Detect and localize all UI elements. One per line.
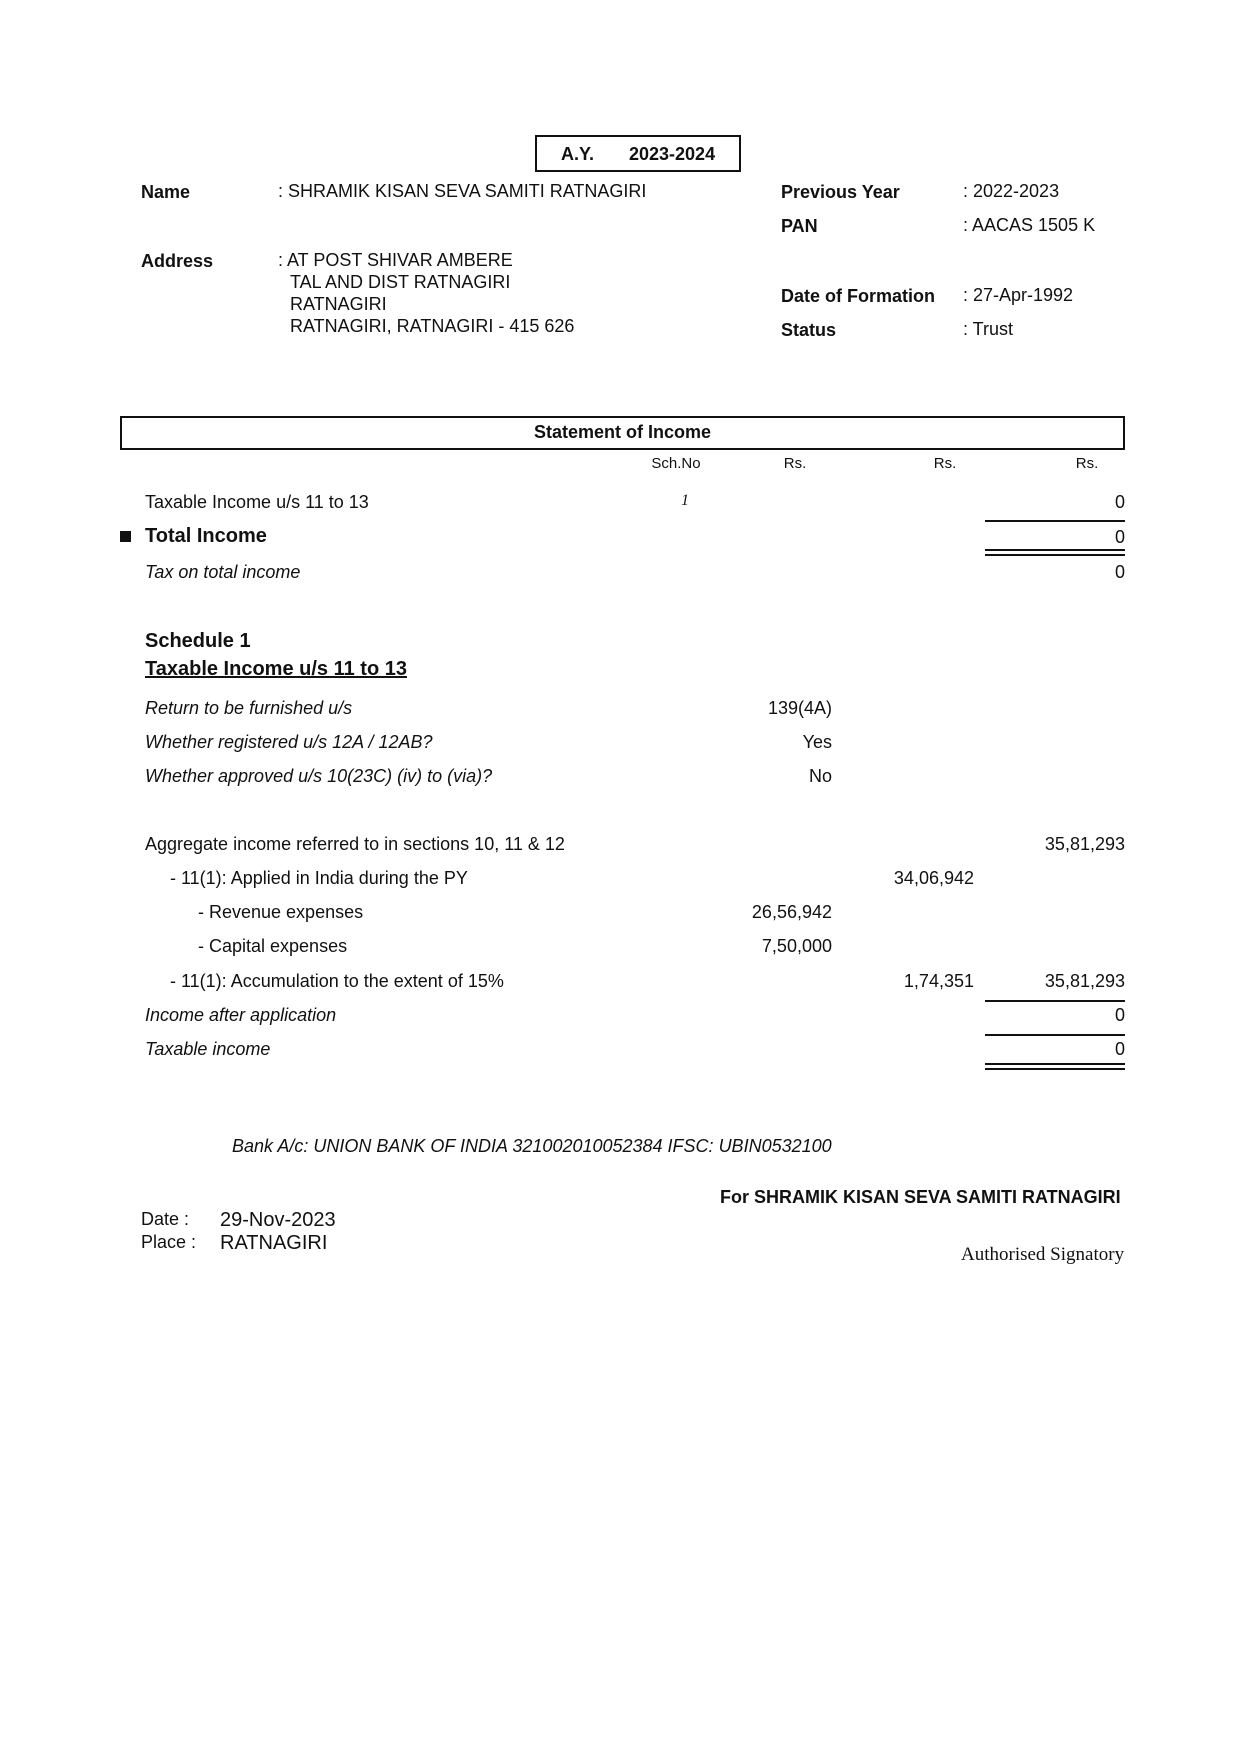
col-header-rs-1: Rs. <box>783 455 807 472</box>
address-line-2: TAL AND DIST RATNAGIRI <box>290 272 511 292</box>
name-value: : SHRAMIK KISAN SEVA SAMITI RATNAGIRI <box>278 181 647 201</box>
taxable-income-sch: 1 <box>681 492 689 509</box>
total-income-value: 0 <box>1114 527 1125 547</box>
taxable-rule <box>985 1034 1125 1036</box>
tax-on-income-label: Tax on total income <box>145 562 301 582</box>
status-label: Status <box>781 320 837 340</box>
registered-label: Whether registered u/s 12A / 12AB? <box>145 732 433 752</box>
formation-label: Date of Formation <box>781 286 936 306</box>
applied-value: 34,06,942 <box>893 868 974 888</box>
income-after-application-label: Income after application <box>145 1005 337 1025</box>
col-header-rs-2: Rs. <box>933 455 957 472</box>
ay-value: 2023-2024 <box>629 144 716 164</box>
taxable-income-value: 0 <box>1114 492 1125 512</box>
formation-value: : 27-Apr-1992 <box>963 285 1074 305</box>
tax-on-income-value: 0 <box>1114 562 1125 582</box>
revenue-value: 26,56,942 <box>751 902 832 922</box>
registered-value: Yes <box>802 732 832 752</box>
schedule-subheading: Taxable Income u/s 11 to 13 <box>145 658 407 680</box>
aggregate-label: Aggregate income referred to in sections 10, 11 & 12 <box>145 834 565 854</box>
taxable-income-final-label: Taxable income <box>145 1039 271 1059</box>
capital-label: - Capital expenses <box>198 936 348 956</box>
revenue-label: - Revenue expenses <box>198 902 364 922</box>
previous-year-value: : 2022-2023 <box>963 181 1060 201</box>
capital-value: 7,50,000 <box>761 936 832 956</box>
previous-year-label: Previous Year <box>781 182 900 202</box>
date-value: 29-Nov-2023 <box>220 1209 336 1231</box>
taxable-double-rule <box>985 1063 1125 1070</box>
total-double-rule <box>985 549 1125 556</box>
after-application-rule <box>985 1000 1125 1002</box>
accumulation-label: - 11(1): Accumulation to the extent of 15% <box>170 971 504 991</box>
aggregate-value: 35,81,293 <box>1044 834 1125 854</box>
assessment-year-box <box>535 135 741 172</box>
date-label: Date : <box>141 1209 190 1229</box>
address-line-3: RATNAGIRI <box>290 294 387 314</box>
total-rule <box>985 520 1125 522</box>
place-label: Place : <box>141 1232 197 1252</box>
return-label: Return to be furnished u/s <box>145 698 353 718</box>
for-organisation: For SHRAMIK KISAN SEVA SAMITI RATNAGIRI <box>720 1187 1121 1207</box>
total-income-label: Total Income <box>145 525 267 547</box>
bullet-icon <box>120 531 131 542</box>
pan-value: : AACAS 1505 K <box>963 215 1096 235</box>
name-label: Name <box>141 182 191 202</box>
approved-value: No <box>808 766 832 786</box>
income-after-application-value: 0 <box>1114 1005 1125 1025</box>
applied-label: - 11(1): Applied in India during the PY <box>170 868 468 888</box>
schedule-heading: Schedule 1 <box>145 630 251 652</box>
ay-label: A.Y. <box>561 144 595 164</box>
authorised-signatory: Authorised Signatory <box>961 1244 1125 1265</box>
place-value: RATNAGIRI <box>220 1232 328 1254</box>
pan-label: PAN <box>781 216 818 236</box>
return-value: 139(4A) <box>767 698 832 718</box>
address-label: Address <box>141 251 214 271</box>
approved-label: Whether approved u/s 10(23C) (iv) to (via)? <box>145 766 493 786</box>
accumulation-total: 35,81,293 <box>1044 971 1125 991</box>
statement-title: Statement of Income <box>120 416 1125 450</box>
accumulation-value: 1,74,351 <box>903 971 974 991</box>
address-line-1: : AT POST SHIVAR AMBERE <box>278 250 513 270</box>
taxable-income-label: Taxable Income u/s 11 to 13 <box>145 492 369 512</box>
col-header-rs-3: Rs. <box>1075 455 1099 472</box>
address-line-4: RATNAGIRI, RATNAGIRI - 415 626 <box>290 316 575 336</box>
taxable-income-final-value: 0 <box>1114 1039 1125 1059</box>
col-header-schno: Sch.No <box>651 455 701 472</box>
status-value: : Trust <box>963 319 1014 339</box>
bank-details: Bank A/c: UNION BANK OF INDIA 321002010052384 IFSC: UBIN0532100 <box>232 1136 832 1156</box>
